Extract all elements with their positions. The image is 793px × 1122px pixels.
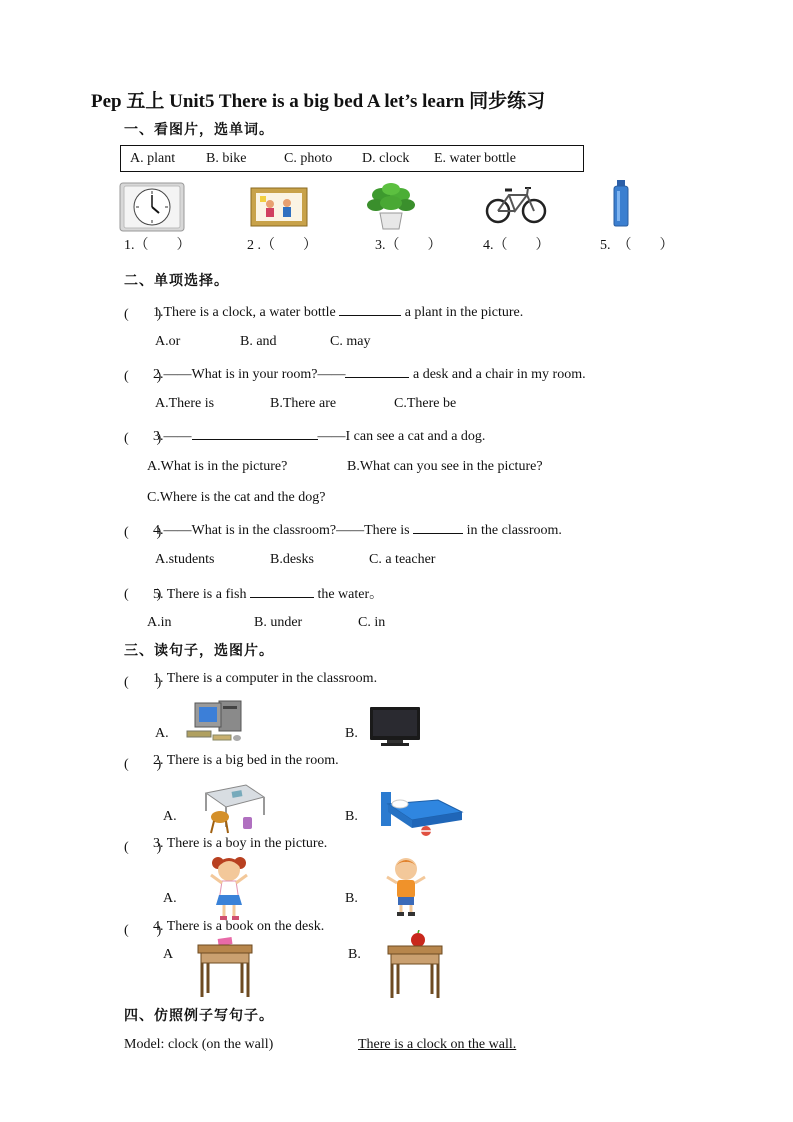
answer-paren[interactable]: ( ) — [124, 675, 162, 690]
word-option-c: C. photo — [284, 151, 333, 166]
model-label: Model: clock (on the wall) — [124, 1037, 274, 1052]
question-text: 2. There is a big bed in the room. — [153, 753, 339, 768]
choice-b[interactable]: B. — [345, 891, 358, 906]
choice-b[interactable]: B.What can you see in the picture? — [347, 459, 543, 474]
word-option-d: D. clock — [362, 151, 410, 166]
answer-slot-5[interactable]: 5. （ ） — [600, 238, 674, 253]
girl-icon[interactable] — [204, 853, 254, 923]
fill-blank[interactable] — [192, 427, 318, 440]
answer-paren[interactable]: ( ) — [124, 307, 162, 322]
choice-b[interactable]: B.There are — [270, 396, 337, 411]
bed-icon[interactable] — [378, 790, 464, 838]
choice-b[interactable]: B.desks — [270, 552, 314, 567]
choice-b[interactable]: B. and — [240, 334, 277, 349]
fill-blank[interactable] — [339, 303, 401, 316]
answer-paren[interactable]: ( ) — [124, 369, 162, 384]
answer-paren[interactable]: ( ) — [124, 587, 162, 602]
choice-c[interactable]: C. a teacher — [369, 552, 436, 567]
word-option-a: A. plant — [130, 151, 176, 166]
question-text: 5. There is a fish the water。 — [153, 587, 384, 602]
question-text: 3.—— ——I can see a cat and a dog. — [153, 429, 486, 444]
clock-icon — [119, 182, 185, 232]
answer-paren[interactable]: ( ) — [124, 757, 162, 772]
section3-header: 三、读句子，选图片。 — [124, 644, 274, 659]
page-title: Pep 五上 Unit5 There is a big bed A let’s learn 同步练习 — [91, 91, 546, 112]
question-text: 1. There is a computer in the classroom. — [153, 671, 378, 686]
question-text: 2.——What is in your room?—— a desk and a chair in my room. — [153, 367, 586, 382]
choice-a[interactable]: A.There is — [155, 396, 215, 411]
choice-b[interactable]: B. under — [254, 615, 303, 630]
desk-chair-icon[interactable] — [198, 779, 268, 835]
water-bottle-icon — [609, 179, 633, 227]
bike-icon — [485, 183, 547, 225]
choice-b[interactable]: B. — [345, 726, 358, 741]
answer-slot-4[interactable]: 4.（ ） — [483, 238, 550, 253]
boy-icon[interactable] — [382, 855, 430, 917]
tv-icon[interactable] — [369, 706, 421, 748]
word-bank — [120, 145, 584, 172]
choice-a[interactable]: A.What is in the picture? — [147, 459, 288, 474]
choice-c[interactable]: C. may — [330, 334, 371, 349]
answer-slot-1[interactable]: 1.（ ） — [124, 238, 191, 253]
choice-a[interactable]: A — [163, 947, 174, 962]
answer-slot-3[interactable]: 3.（ ） — [375, 238, 442, 253]
answer-paren[interactable]: ( ) — [124, 525, 162, 540]
fill-blank[interactable] — [250, 585, 314, 598]
choice-c[interactable]: C.There be — [394, 396, 457, 411]
answer-paren[interactable]: ( ) — [124, 923, 162, 938]
choice-b[interactable]: B. — [345, 809, 358, 824]
choice-a[interactable]: A. — [155, 726, 169, 741]
question-text: 3. There is a boy in the picture. — [153, 836, 328, 851]
word-option-b: B. bike — [206, 151, 247, 166]
section4-header: 四、仿照例子写句子。 — [124, 1009, 274, 1024]
desk-with-book-icon[interactable] — [196, 935, 254, 999]
fill-blank[interactable] — [345, 365, 409, 378]
answer-slot-2[interactable]: 2 .（ ） — [247, 238, 317, 253]
photo-icon — [250, 187, 308, 227]
question-text: 1.There is a clock, a water bottle a plant in the picture. — [153, 305, 524, 320]
plant-icon — [364, 181, 418, 231]
computer-icon[interactable] — [183, 697, 249, 745]
choice-a[interactable]: A. — [163, 891, 177, 906]
choice-a[interactable]: A.in — [147, 615, 172, 630]
answer-paren[interactable]: ( ) — [124, 840, 162, 855]
choice-a[interactable]: A.students — [155, 552, 215, 567]
model-answer: There is a clock on the wall. — [358, 1037, 517, 1052]
section1-header: 一、看图片，选单词。 — [124, 123, 274, 138]
question-text: 4.——What is in the classroom?——There is in the classroom. — [153, 523, 562, 538]
choice-c[interactable]: C.Where is the cat and the dog? — [147, 490, 326, 505]
section2-header: 二、单项选择。 — [124, 274, 229, 289]
answer-paren[interactable]: ( ) — [124, 431, 162, 446]
choice-a[interactable]: A. — [163, 809, 177, 824]
choice-a[interactable]: A.or — [155, 334, 181, 349]
desk-with-apple-icon[interactable] — [386, 930, 444, 1000]
choice-b[interactable]: B. — [348, 947, 361, 962]
fill-blank[interactable] — [413, 521, 463, 534]
question-text: 4. There is a book on the desk. — [153, 919, 325, 934]
word-option-e: E. water bottle — [434, 151, 517, 166]
choice-c[interactable]: C. in — [358, 615, 386, 630]
